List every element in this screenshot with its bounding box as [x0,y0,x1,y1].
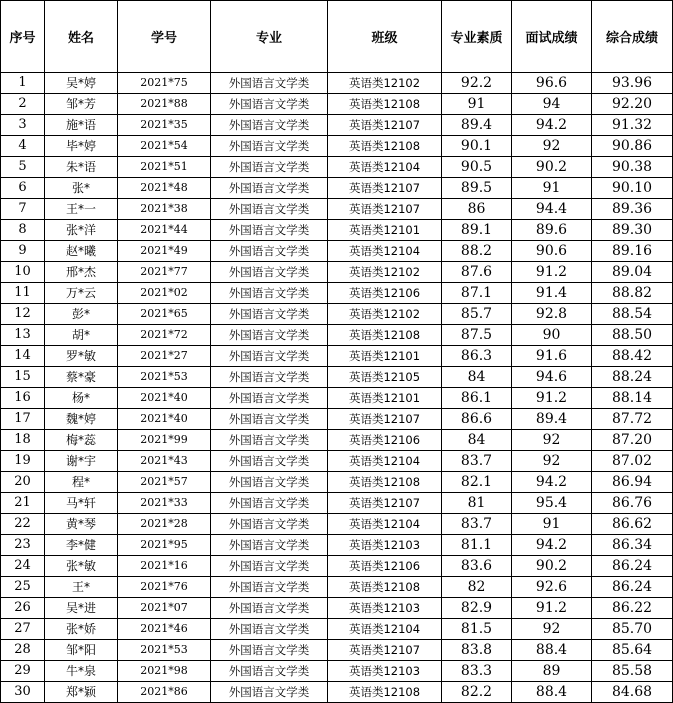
cell-professional-score: 82.2 [442,682,512,703]
cell-overall-score: 86.24 [592,577,673,598]
cell-overall-score: 86.62 [592,514,673,535]
cell-overall-score: 89.04 [592,262,673,283]
cell-professional-score: 88.2 [442,241,512,262]
header-row [1,1,673,73]
cell-interview-score: 90 [512,325,592,346]
cell-professional-score: 86 [442,199,512,220]
cell-name: 杨* [45,388,118,409]
cell-interview-score: 89.4 [512,409,592,430]
cell-interview-score: 90.6 [512,241,592,262]
header-student-id: 学号 [118,1,211,73]
cell-class: 英语类12106 [328,283,442,304]
table-row [1,682,673,703]
cell-overall-score: 85.58 [592,661,673,682]
cell-name: 梅*蕊 [45,430,118,451]
cell-interview-score: 91 [512,178,592,199]
cell-index: 7 [1,199,45,220]
cell-major: 外国语言文学类 [211,598,328,619]
cell-name: 张* [45,178,118,199]
cell-overall-score: 93.96 [592,73,673,94]
cell-student-id: 2021*53 [118,367,211,388]
cell-student-id: 2021*99 [118,430,211,451]
table-row [1,430,673,451]
cell-name: 毕*婷 [45,136,118,157]
cell-name: 王*一 [45,199,118,220]
cell-class: 英语类12108 [328,94,442,115]
cell-overall-score: 90.86 [592,136,673,157]
cell-index: 27 [1,619,45,640]
cell-student-id: 2021*16 [118,556,211,577]
cell-professional-score: 87.5 [442,325,512,346]
cell-class: 英语类12107 [328,493,442,514]
table-row [1,115,673,136]
cell-overall-score: 88.24 [592,367,673,388]
cell-major: 外国语言文学类 [211,220,328,241]
cell-index: 8 [1,220,45,241]
cell-class: 英语类12107 [328,409,442,430]
cell-interview-score: 90.2 [512,157,592,178]
cell-professional-score: 89.5 [442,178,512,199]
cell-class: 英语类12106 [328,430,442,451]
cell-class: 英语类12102 [328,73,442,94]
cell-professional-score: 82.1 [442,472,512,493]
cell-major: 外国语言文学类 [211,493,328,514]
cell-index: 30 [1,682,45,703]
cell-major: 外国语言文学类 [211,682,328,703]
table-row [1,409,673,430]
cell-index: 11 [1,283,45,304]
cell-major: 外国语言文学类 [211,619,328,640]
cell-interview-score: 92 [512,451,592,472]
cell-index: 18 [1,430,45,451]
cell-student-id: 2021*88 [118,94,211,115]
cell-name: 牛*泉 [45,661,118,682]
cell-name: 王* [45,577,118,598]
cell-index: 17 [1,409,45,430]
cell-interview-score: 94.2 [512,535,592,556]
cell-major: 外国语言文学类 [211,514,328,535]
cell-student-id: 2021*95 [118,535,211,556]
cell-name: 万*云 [45,283,118,304]
cell-overall-score: 89.36 [592,199,673,220]
table-row [1,472,673,493]
cell-index: 26 [1,598,45,619]
cell-professional-score: 86.1 [442,388,512,409]
cell-interview-score: 92 [512,430,592,451]
cell-overall-score: 90.38 [592,157,673,178]
header-overall-score: 综合成绩 [592,1,673,73]
cell-major: 外国语言文学类 [211,94,328,115]
cell-professional-score: 85.7 [442,304,512,325]
table-body [1,73,673,703]
table-row [1,283,673,304]
cell-index: 1 [1,73,45,94]
cell-class: 英语类12106 [328,556,442,577]
cell-class: 英语类12101 [328,346,442,367]
cell-professional-score: 84 [442,430,512,451]
cell-overall-score: 86.22 [592,598,673,619]
cell-professional-score: 89.4 [442,115,512,136]
cell-interview-score: 88.4 [512,682,592,703]
cell-major: 外国语言文学类 [211,367,328,388]
cell-interview-score: 95.4 [512,493,592,514]
cell-overall-score: 91.32 [592,115,673,136]
cell-overall-score: 90.10 [592,178,673,199]
cell-student-id: 2021*65 [118,304,211,325]
cell-student-id: 2021*49 [118,241,211,262]
cell-interview-score: 91.2 [512,598,592,619]
cell-interview-score: 89.6 [512,220,592,241]
cell-professional-score: 91 [442,94,512,115]
header-interview-score: 面试成绩 [512,1,592,73]
cell-class: 英语类12105 [328,367,442,388]
cell-student-id: 2021*48 [118,178,211,199]
cell-student-id: 2021*77 [118,262,211,283]
table-header [1,1,673,73]
cell-index: 14 [1,346,45,367]
cell-interview-score: 92.6 [512,577,592,598]
cell-class: 英语类12108 [328,682,442,703]
cell-index: 13 [1,325,45,346]
table-row [1,346,673,367]
cell-interview-score: 94.2 [512,115,592,136]
cell-class: 英语类12104 [328,157,442,178]
cell-student-id: 2021*51 [118,157,211,178]
table-row [1,178,673,199]
table-row [1,199,673,220]
cell-overall-score: 87.72 [592,409,673,430]
cell-student-id: 2021*54 [118,136,211,157]
cell-index: 21 [1,493,45,514]
cell-name: 程* [45,472,118,493]
cell-name: 张*娇 [45,619,118,640]
cell-index: 29 [1,661,45,682]
cell-student-id: 2021*44 [118,220,211,241]
cell-student-id: 2021*02 [118,283,211,304]
cell-overall-score: 86.94 [592,472,673,493]
table-row [1,619,673,640]
cell-major: 外国语言文学类 [211,556,328,577]
cell-class: 英语类12108 [328,472,442,493]
cell-class: 英语类12103 [328,535,442,556]
cell-professional-score: 86.3 [442,346,512,367]
cell-name: 吴*进 [45,598,118,619]
table-row [1,535,673,556]
cell-name: 马*轩 [45,493,118,514]
cell-class: 英语类12101 [328,388,442,409]
table-row [1,73,673,94]
cell-name: 朱*语 [45,157,118,178]
cell-professional-score: 90.5 [442,157,512,178]
table-row [1,556,673,577]
cell-name: 邢*杰 [45,262,118,283]
cell-major: 外国语言文学类 [211,115,328,136]
cell-index: 24 [1,556,45,577]
cell-class: 英语类12108 [328,325,442,346]
cell-major: 外国语言文学类 [211,283,328,304]
table-row [1,577,673,598]
cell-major: 外国语言文学类 [211,178,328,199]
cell-student-id: 2021*40 [118,409,211,430]
table-row [1,325,673,346]
cell-class: 英语类12107 [328,640,442,661]
cell-interview-score: 94.2 [512,472,592,493]
cell-overall-score: 89.30 [592,220,673,241]
cell-overall-score: 88.54 [592,304,673,325]
cell-index: 16 [1,388,45,409]
table-row [1,493,673,514]
table-row [1,514,673,535]
header-professional-score: 专业素质 [442,1,512,73]
cell-index: 19 [1,451,45,472]
cell-student-id: 2021*57 [118,472,211,493]
cell-major: 外国语言文学类 [211,640,328,661]
cell-name: 彭* [45,304,118,325]
cell-class: 英语类12104 [328,241,442,262]
cell-major: 外国语言文学类 [211,262,328,283]
cell-major: 外国语言文学类 [211,409,328,430]
cell-interview-score: 94.6 [512,367,592,388]
table-row [1,640,673,661]
cell-interview-score: 91.2 [512,262,592,283]
cell-interview-score: 90.2 [512,556,592,577]
cell-index: 6 [1,178,45,199]
cell-overall-score: 88.14 [592,388,673,409]
cell-overall-score: 85.64 [592,640,673,661]
cell-class: 英语类12104 [328,514,442,535]
cell-index: 3 [1,115,45,136]
cell-class: 英语类12103 [328,661,442,682]
cell-professional-score: 89.1 [442,220,512,241]
cell-name: 魏*婷 [45,409,118,430]
cell-name: 胡* [45,325,118,346]
cell-major: 外国语言文学类 [211,157,328,178]
cell-student-id: 2021*72 [118,325,211,346]
table-row [1,598,673,619]
cell-interview-score: 92 [512,136,592,157]
cell-student-id: 2021*46 [118,619,211,640]
cell-major: 外国语言文学类 [211,241,328,262]
cell-name: 蔡*豪 [45,367,118,388]
header-class: 班级 [328,1,442,73]
cell-major: 外国语言文学类 [211,577,328,598]
cell-professional-score: 83.3 [442,661,512,682]
cell-professional-score: 81.5 [442,619,512,640]
cell-name: 罗*敏 [45,346,118,367]
cell-interview-score: 94.4 [512,199,592,220]
cell-index: 20 [1,472,45,493]
cell-overall-score: 87.20 [592,430,673,451]
cell-interview-score: 91 [512,514,592,535]
cell-index: 25 [1,577,45,598]
cell-index: 12 [1,304,45,325]
cell-interview-score: 88.4 [512,640,592,661]
table-row [1,451,673,472]
cell-overall-score: 86.76 [592,493,673,514]
cell-student-id: 2021*43 [118,451,211,472]
cell-index: 28 [1,640,45,661]
table-row [1,661,673,682]
cell-professional-score: 83.7 [442,514,512,535]
table-row [1,157,673,178]
cell-class: 英语类12102 [328,304,442,325]
cell-index: 4 [1,136,45,157]
cell-professional-score: 87.6 [442,262,512,283]
cell-class: 英语类12104 [328,451,442,472]
cell-class: 英语类12103 [328,598,442,619]
table-row [1,136,673,157]
cell-overall-score: 88.42 [592,346,673,367]
cell-overall-score: 92.20 [592,94,673,115]
cell-class: 英语类12107 [328,199,442,220]
cell-interview-score: 91.2 [512,388,592,409]
cell-major: 外国语言文学类 [211,199,328,220]
cell-professional-score: 87.1 [442,283,512,304]
table-row [1,241,673,262]
table-row [1,94,673,115]
cell-name: 张*敏 [45,556,118,577]
cell-student-id: 2021*07 [118,598,211,619]
cell-index: 9 [1,241,45,262]
cell-interview-score: 92 [512,619,592,640]
cell-major: 外国语言文学类 [211,136,328,157]
cell-class: 英语类12107 [328,115,442,136]
table-row [1,220,673,241]
cell-major: 外国语言文学类 [211,346,328,367]
cell-major: 外国语言文学类 [211,325,328,346]
cell-interview-score: 96.6 [512,73,592,94]
cell-interview-score: 91.6 [512,346,592,367]
header-index: 序号 [1,1,45,73]
cell-professional-score: 83.6 [442,556,512,577]
cell-overall-score: 88.50 [592,325,673,346]
cell-class: 英语类12107 [328,178,442,199]
cell-name: 赵*曦 [45,241,118,262]
table-row [1,367,673,388]
cell-major: 外国语言文学类 [211,451,328,472]
cell-name: 邹*芳 [45,94,118,115]
table-row [1,262,673,283]
cell-student-id: 2021*35 [118,115,211,136]
cell-student-id: 2021*38 [118,199,211,220]
cell-student-id: 2021*33 [118,493,211,514]
cell-major: 外国语言文学类 [211,661,328,682]
cell-name: 邹*阳 [45,640,118,661]
cell-professional-score: 83.8 [442,640,512,661]
cell-student-id: 2021*76 [118,577,211,598]
cell-student-id: 2021*86 [118,682,211,703]
cell-professional-score: 81.1 [442,535,512,556]
cell-major: 外国语言文学类 [211,388,328,409]
header-major: 专业 [211,1,328,73]
cell-class: 英语类12108 [328,136,442,157]
cell-name: 郑*颖 [45,682,118,703]
cell-student-id: 2021*28 [118,514,211,535]
cell-overall-score: 89.16 [592,241,673,262]
cell-major: 外国语言文学类 [211,535,328,556]
cell-professional-score: 82.9 [442,598,512,619]
cell-overall-score: 87.02 [592,451,673,472]
cell-student-id: 2021*27 [118,346,211,367]
cell-major: 外国语言文学类 [211,73,328,94]
cell-class: 英语类12104 [328,619,442,640]
header-name: 姓名 [45,1,118,73]
cell-index: 23 [1,535,45,556]
cell-overall-score: 88.82 [592,283,673,304]
cell-professional-score: 86.6 [442,409,512,430]
cell-index: 5 [1,157,45,178]
cell-interview-score: 91.4 [512,283,592,304]
table-row [1,304,673,325]
cell-professional-score: 84 [442,367,512,388]
cell-professional-score: 81 [442,493,512,514]
cell-name: 吴*婷 [45,73,118,94]
cell-class: 英语类12108 [328,577,442,598]
cell-name: 张*洋 [45,220,118,241]
cell-professional-score: 92.2 [442,73,512,94]
cell-professional-score: 83.7 [442,451,512,472]
cell-interview-score: 92.8 [512,304,592,325]
cell-index: 2 [1,94,45,115]
cell-overall-score: 85.70 [592,619,673,640]
cell-student-id: 2021*98 [118,661,211,682]
cell-major: 外国语言文学类 [211,430,328,451]
cell-class: 英语类12102 [328,262,442,283]
cell-overall-score: 86.24 [592,556,673,577]
cell-index: 22 [1,514,45,535]
cell-index: 10 [1,262,45,283]
cell-professional-score: 82 [442,577,512,598]
cell-name: 李*健 [45,535,118,556]
cell-student-id: 2021*53 [118,640,211,661]
cell-class: 英语类12101 [328,220,442,241]
cell-index: 15 [1,367,45,388]
cell-major: 外国语言文学类 [211,472,328,493]
cell-name: 谢*宇 [45,451,118,472]
cell-overall-score: 86.34 [592,535,673,556]
cell-interview-score: 89 [512,661,592,682]
table-row [1,388,673,409]
cell-major: 外国语言文学类 [211,304,328,325]
cell-student-id: 2021*75 [118,73,211,94]
cell-interview-score: 94 [512,94,592,115]
cell-student-id: 2021*40 [118,388,211,409]
cell-name: 施*语 [45,115,118,136]
cell-name: 黄*琴 [45,514,118,535]
cell-overall-score: 84.68 [592,682,673,703]
cell-professional-score: 90.1 [442,136,512,157]
